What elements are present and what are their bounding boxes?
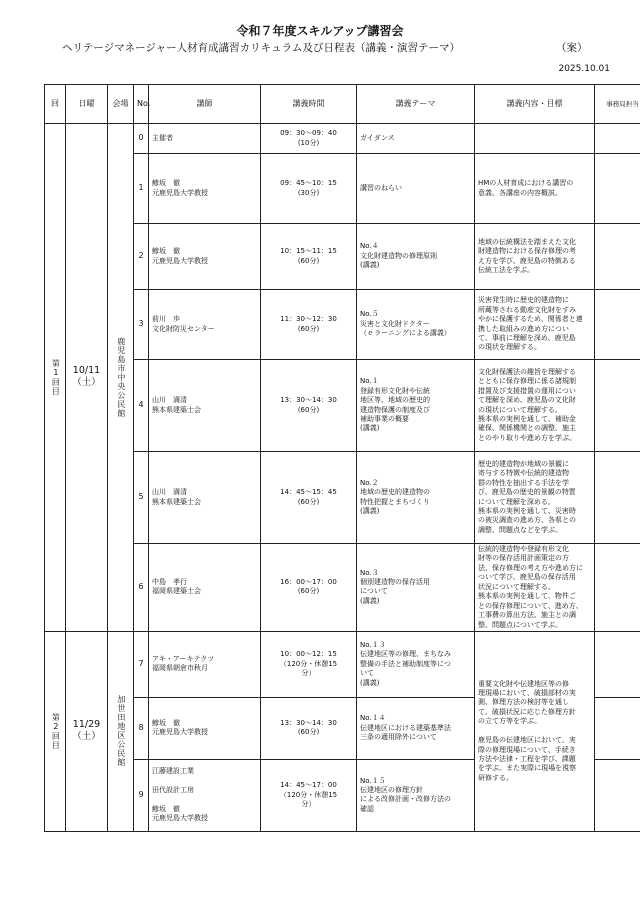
lecturer-line: 鯵坂 徹 bbox=[152, 719, 180, 727]
venue-label: 加世田地区公民館 bbox=[116, 695, 126, 768]
theme-line: 整備の手法と補助制度等につ bbox=[360, 659, 451, 668]
content-line: 法、保存修理の考え方や進め方に bbox=[478, 563, 583, 572]
lecturer-line: 文化財防災センター bbox=[152, 324, 215, 333]
lecturer-line: 山川 満清 bbox=[152, 396, 187, 405]
content-line: の立て方等を学ぶ。 bbox=[478, 717, 542, 726]
content-line: との保存修理について、進め方、 bbox=[478, 601, 583, 610]
time-line: 10：00〜12：15 bbox=[280, 650, 337, 659]
time-cell bbox=[261, 544, 357, 632]
content-line: 意義、各講座の内容概説。 bbox=[478, 188, 562, 197]
theme-line: No.１ bbox=[360, 377, 379, 386]
lecturer-line: 鯵坂 徹 bbox=[152, 804, 180, 813]
lecturer-line: 熊本県建築士会 bbox=[152, 405, 201, 414]
content-line: の被災調査の進め方、各県との bbox=[478, 516, 576, 525]
content-line: HMの人材育成における講習の bbox=[478, 179, 574, 188]
time-line: 09：30〜09：40 bbox=[280, 129, 337, 138]
content-line: 群の特性を抽出する手法を学 bbox=[478, 478, 569, 487]
header-cell: 会場 bbox=[108, 85, 134, 124]
lecturer-cell bbox=[149, 360, 261, 452]
theme-line: 特性把握とまちづくり bbox=[360, 497, 430, 506]
theme-cell bbox=[357, 631, 475, 697]
theme-line: (講義) bbox=[360, 424, 380, 433]
lecturer-line: 元鹿児島大学教授 bbox=[152, 256, 208, 265]
time-line: (60分) bbox=[297, 587, 320, 596]
content-line: 伝統的建造物や登録有形文化 bbox=[478, 545, 569, 553]
staff-cell bbox=[595, 360, 640, 452]
lecturer-line: 福岡県建築士会 bbox=[152, 587, 201, 596]
time-cell bbox=[261, 759, 357, 831]
date-cell bbox=[66, 124, 108, 632]
table-row bbox=[45, 631, 640, 697]
content-line: 確保、関係機関との調整、施主 bbox=[478, 424, 576, 433]
time-cell bbox=[261, 360, 357, 452]
lecturer-cell bbox=[149, 697, 261, 759]
time-line: 分） bbox=[301, 669, 316, 678]
lecturer-cell bbox=[149, 544, 261, 632]
content-line: 財建造物における保存修理の考 bbox=[478, 247, 576, 256]
lecture-number: 6 bbox=[134, 544, 149, 632]
content-cell bbox=[475, 154, 595, 224]
lecturer-line: 鯵坂 徹 bbox=[152, 179, 180, 188]
lecturer-line: 中島 孝行 bbox=[152, 578, 187, 587]
time-line: 10：15〜11：15 bbox=[280, 247, 337, 256]
theme-line: （ｅラーニングによる講義） bbox=[360, 329, 451, 338]
content-cell bbox=[475, 544, 595, 632]
content-line: て、破損状況に応じた修理方針 bbox=[478, 707, 576, 716]
theme-cell bbox=[357, 360, 475, 452]
lecturer-line: 元鹿児島大学教授 bbox=[152, 814, 208, 823]
theme-line: 災害と文化財ドクター bbox=[360, 319, 430, 328]
content-line: 鹿児島の伝建地区において、実 bbox=[478, 736, 576, 745]
theme-line: 講習のねらい bbox=[360, 183, 402, 192]
time-line: (60分) bbox=[297, 728, 320, 737]
content-line: やかに保護するため、関係者と連 bbox=[478, 315, 583, 324]
lecturer-line: 主催者 bbox=[152, 133, 173, 142]
time-cell bbox=[261, 224, 357, 290]
time-line: (60分) bbox=[297, 497, 320, 506]
time-line: (60分) bbox=[297, 405, 320, 414]
content-line: 研修する。 bbox=[478, 773, 513, 782]
time-line: 13：30〜14：30 bbox=[280, 719, 337, 727]
table-row bbox=[45, 544, 640, 632]
table-header-row bbox=[45, 85, 640, 124]
time-cell bbox=[261, 631, 357, 697]
time-line: （120分・休憩15 bbox=[279, 790, 338, 799]
theme-line: 補助事業の概要 bbox=[360, 414, 409, 423]
lecture-number: 4 bbox=[134, 360, 149, 452]
table-row bbox=[45, 154, 640, 224]
header-cell: No. bbox=[134, 85, 149, 124]
lecturer-line: 田代設計工房 bbox=[152, 786, 194, 794]
content-line: の現状を理解する。 bbox=[478, 343, 541, 352]
staff-cell bbox=[595, 124, 640, 154]
time-line: 11：30〜12：30 bbox=[280, 315, 337, 324]
lecturer-line bbox=[152, 777, 257, 786]
time-line: (60分) bbox=[297, 324, 320, 333]
staff-cell bbox=[595, 154, 640, 224]
lecturer-line: 江藤建設工業 bbox=[152, 767, 194, 776]
time-line: 09：45〜10：15 bbox=[280, 179, 337, 188]
content-line: 理現場において、破損部材の実 bbox=[478, 688, 576, 697]
theme-line: No.１４ bbox=[360, 714, 386, 723]
theme-line: 確認 bbox=[360, 804, 374, 813]
lecture-number: 7 bbox=[134, 631, 149, 697]
theme-line: 伝建地区の修理方針 bbox=[360, 786, 423, 794]
round-cell bbox=[45, 631, 66, 831]
content-line: 地域の伝統構法を踏まえた文化 bbox=[478, 237, 576, 246]
staff-cell bbox=[595, 290, 640, 360]
lecture-number: 3 bbox=[134, 290, 149, 360]
table-row bbox=[45, 224, 640, 290]
session-weekday: （土） bbox=[72, 377, 101, 389]
lecturer-line: 鯵坂 徹 bbox=[152, 247, 180, 256]
date-cell bbox=[66, 631, 108, 831]
content-line: び、鹿児島の歴史的景観の特質 bbox=[478, 488, 576, 497]
content-line: の現状について理解する。 bbox=[478, 405, 562, 414]
lecturer-cell bbox=[149, 631, 261, 697]
time-line: 14：45〜15：45 bbox=[280, 488, 337, 497]
theme-line: (講義) bbox=[360, 678, 380, 687]
header-cell: 講義時間 bbox=[261, 85, 357, 124]
content-line: 熊本県の実例を通して、物件ご bbox=[478, 592, 576, 601]
theme-cell bbox=[357, 154, 475, 224]
lecture-number: 8 bbox=[134, 697, 149, 759]
theme-line: No.５ bbox=[360, 310, 379, 319]
time-cell bbox=[261, 154, 357, 224]
page-subtitle: ヘリテージマネージャー人材育成講習カリキュラム及び日程表（講義・演習テーマ） bbox=[62, 42, 461, 54]
content-line: を学ぶ。また実際に現場を視察 bbox=[478, 764, 577, 773]
theme-line: 建造物保護の制度及び bbox=[360, 405, 430, 414]
lecturer-cell bbox=[149, 154, 261, 224]
content-line: 工事費の算出方法、施主との調 bbox=[478, 611, 576, 620]
theme-line: について bbox=[360, 587, 388, 596]
lecture-number: 5 bbox=[134, 452, 149, 544]
table-row bbox=[45, 290, 640, 360]
content-line: とのやり取りや進め方を学ぶ。 bbox=[478, 433, 577, 442]
round-cell bbox=[45, 124, 66, 632]
lecturer-line: 熊本県建築士会 bbox=[152, 497, 201, 506]
venue-cell bbox=[108, 631, 134, 831]
draft-label: （案） bbox=[556, 42, 588, 54]
content-cell bbox=[475, 360, 595, 452]
theme-line: No.１５ bbox=[360, 776, 386, 785]
time-cell bbox=[261, 124, 357, 154]
theme-cell bbox=[357, 697, 475, 759]
theme-cell bbox=[357, 290, 475, 360]
theme-cell bbox=[357, 224, 475, 290]
theme-line: No.３ bbox=[360, 568, 379, 577]
theme-line: 地区等、地域の歴史的 bbox=[360, 396, 430, 405]
content-line: 文化財保護法の趣旨を理解する bbox=[478, 367, 576, 376]
content-line: 災害発生時に歴史的建造物に bbox=[478, 296, 569, 305]
content-line: ついて学び、鹿児島の保存活用 bbox=[478, 573, 576, 582]
lecturer-cell bbox=[149, 224, 261, 290]
theme-line: 文化財建造物の修理原則 bbox=[360, 251, 437, 260]
time-line: 分） bbox=[301, 800, 316, 809]
theme-line: ガイダンス bbox=[360, 133, 395, 142]
content-line: て理解を深め、鹿児島の文化財 bbox=[478, 396, 576, 405]
header-cell: 講義テーマ bbox=[357, 85, 475, 124]
lecturer-cell bbox=[149, 124, 261, 154]
lecturer-cell bbox=[149, 452, 261, 544]
header-cell: 事務局担当 bbox=[595, 85, 640, 124]
time-line: 14：45〜17：00 bbox=[280, 781, 337, 790]
time-line: 13：30〜14：30 bbox=[280, 396, 337, 405]
header-cell: 講義内容・目標 bbox=[475, 85, 595, 124]
theme-line: いて bbox=[360, 669, 374, 678]
theme-line: (講義) bbox=[360, 596, 380, 605]
header-cell: 回 bbox=[45, 85, 66, 124]
lecturer-line: 山川 満清 bbox=[152, 488, 187, 497]
header-cell: 日曜 bbox=[66, 85, 108, 124]
time-cell bbox=[261, 290, 357, 360]
theme-line: 個別建造物の保存活用 bbox=[360, 578, 430, 587]
content-line: て、事前に理解を深め、鹿児島 bbox=[478, 333, 576, 342]
content-line: 歴史的建造物が地域の景観に bbox=[478, 459, 569, 468]
content-line bbox=[478, 727, 591, 736]
theme-cell bbox=[357, 452, 475, 544]
session-day: 11/29 bbox=[72, 718, 101, 730]
session-day: 10/11 bbox=[72, 364, 101, 376]
content-line: 所蔵等される動産文化財をすみ bbox=[478, 305, 576, 314]
round-label: 第1回目 bbox=[51, 358, 61, 396]
staff-cell bbox=[595, 544, 640, 632]
staff-cell bbox=[595, 452, 640, 544]
page-title: 令和７年度スキルアップ講習会 bbox=[236, 24, 404, 38]
session-weekday: （土） bbox=[72, 731, 101, 743]
content-line: 熊本県の実例を通して、災害時 bbox=[478, 506, 576, 515]
round-label: 第2回目 bbox=[51, 712, 61, 750]
content-line: 熊本県の実例を通して、補助金 bbox=[478, 414, 576, 423]
content-line: 際の修理現場について、手続き bbox=[478, 745, 576, 754]
theme-line: (講義) bbox=[360, 506, 380, 515]
lecturer-cell bbox=[149, 290, 261, 360]
content-cell bbox=[475, 631, 595, 831]
theme-line: No.２ bbox=[360, 478, 379, 487]
staff-cell bbox=[595, 631, 640, 697]
theme-line: 伝建地区等の修理、まちなみ bbox=[360, 650, 451, 659]
document-date: 2025.10.01 bbox=[558, 64, 610, 74]
lecture-number: 2 bbox=[134, 224, 149, 290]
theme-line: による改修計画・改修方法の bbox=[360, 795, 451, 804]
time-cell bbox=[261, 452, 357, 544]
content-line: 措置及び支援措置の運用につい bbox=[478, 386, 576, 395]
lecturer-line: 前川 歩 bbox=[152, 315, 180, 324]
theme-line: (講義) bbox=[360, 261, 380, 270]
table-row bbox=[45, 124, 640, 154]
content-line: とともに保存修理に係る諸規制 bbox=[478, 377, 576, 386]
header-cell: 講師 bbox=[149, 85, 261, 124]
table-row bbox=[45, 452, 640, 544]
time-line: (10分) bbox=[297, 138, 320, 147]
theme-cell bbox=[357, 544, 475, 632]
lecturer-line: 福岡県朝倉市秋月 bbox=[152, 664, 208, 673]
content-line: 調整、問題点などを学ぶ。 bbox=[478, 525, 563, 534]
time-cell bbox=[261, 697, 357, 759]
content-cell bbox=[475, 290, 595, 360]
content-line: 整、問題点について学ぶ。 bbox=[478, 620, 562, 629]
schedule-table bbox=[44, 84, 640, 832]
theme-cell bbox=[357, 124, 475, 154]
lecture-number: 1 bbox=[134, 154, 149, 224]
time-line: 16：00〜17：00 bbox=[280, 578, 337, 587]
theme-line: No.４ bbox=[360, 242, 379, 251]
staff-cell bbox=[595, 224, 640, 290]
content-cell bbox=[475, 124, 595, 154]
content-line: 重要文化財や伝建地区等の修 bbox=[478, 679, 569, 688]
table-row bbox=[45, 360, 640, 452]
lecture-number: 0 bbox=[134, 124, 149, 154]
lecturer-line: 元鹿児島大学教授 bbox=[152, 188, 208, 197]
theme-line: 三条の適用除外について bbox=[360, 733, 437, 742]
content-cell bbox=[475, 224, 595, 290]
staff-cell bbox=[595, 697, 640, 759]
time-line: （120分・休憩15 bbox=[279, 659, 338, 668]
theme-line: 登録有形文化財や伝統 bbox=[360, 386, 430, 395]
lecturer-line bbox=[152, 795, 257, 804]
content-line: 財等の保存活用計画策定の方 bbox=[478, 554, 569, 563]
time-line: (60分) bbox=[297, 256, 320, 265]
venue-label: 鹿児島市中央公民館 bbox=[116, 336, 126, 418]
content-line: 測、修理方法の検討等を通し bbox=[478, 698, 569, 707]
content-line: 寄与する特徴や伝統的建造物 bbox=[478, 469, 569, 478]
content-line: 方法や法律・工程を学び、課題 bbox=[478, 755, 576, 764]
lecturer-line: アキ・アーキテクツ bbox=[152, 655, 215, 663]
theme-line: 地域の歴史的建造物の bbox=[360, 488, 430, 497]
content-line: について理解を深める。 bbox=[478, 497, 555, 506]
lecture-number: 9 bbox=[134, 759, 149, 831]
staff-cell bbox=[595, 759, 640, 831]
lecturer-line: 元鹿児島大学教授 bbox=[152, 728, 208, 737]
lecturer-cell bbox=[149, 759, 261, 831]
content-cell bbox=[475, 452, 595, 544]
theme-line: 伝建地区における建築基準法 bbox=[360, 723, 451, 732]
time-line: (30分) bbox=[297, 188, 320, 197]
content-line: 状況について理解する。 bbox=[478, 582, 555, 591]
content-line: え方を学び、鹿児島の特徴ある bbox=[478, 256, 576, 265]
content-line: 伝統工法を学ぶ。 bbox=[478, 265, 535, 274]
content-line: 携した取組みの進め方につい bbox=[478, 324, 569, 333]
theme-cell bbox=[357, 759, 475, 831]
venue-cell bbox=[108, 124, 134, 632]
theme-line: No.１３ bbox=[360, 640, 386, 649]
